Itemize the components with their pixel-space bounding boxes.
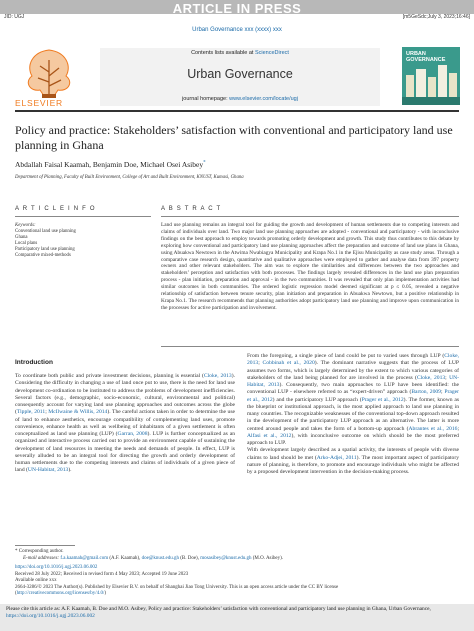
citation-link[interactable]: Tipple, 2011 <box>16 409 46 416</box>
body-text-run: ), with inconclusive outcome on which should be the most preferred approach to LUP. <box>247 432 459 446</box>
affiliation: Department of Planning, Faculty of Built Environment, College of Art and Built Environment, KNUST, Kumasi, Ghana <box>15 175 244 180</box>
citation-link[interactable]: Cobbinah et al., 2020 <box>262 360 315 367</box>
body-text-run: ). The most important aspect of participatory nature of planning, is therefore, to promote and encourage individuals who might be affected by a proposed development intervention in the decision-making process. <box>247 454 459 475</box>
email-link[interactable]: mosasibey@knust.edu.gh <box>200 555 252 561</box>
issn-license: 2664-3286/© 2023 The Author(s). Published by Elsevier B.V. on behalf of Shanghai Jiao Tong University. This is an open access article under the CC BY license <box>15 584 339 590</box>
body-text-run: ). <box>68 467 72 474</box>
doi-link[interactable]: https://doi.org/10.1016/j.ugj.2023.06.002 <box>15 565 98 570</box>
email-list <box>60 556 283 561</box>
citation-link[interactable]: Prager et al., 2012 <box>361 396 404 403</box>
keyword-item: Local plans <box>15 241 38 246</box>
journal-cover-thumbnail <box>402 47 460 105</box>
header-rule <box>15 110 459 112</box>
email-link[interactable]: f.a.kaamah@gmail.com <box>60 555 109 561</box>
cover-title: URBAN GOVERNANCE <box>406 51 446 63</box>
citation-link[interactable]: Abrantes et al., 2016 <box>408 425 458 432</box>
footnotes: * Corresponding author. E-mail addresses: f.a.kaamah@gmail.com (A.F. Kaamah), doe@knust.edu.gh (B. Doe), mosasibey@knust.edu.gh (M.O. Asibey). https://doi.org/10.1016/j.ugj.2023.06.002 Received 28 July 2022; Received in revised form 4 May 2023; Accepted 19 June 2023 Available online xxx 2664-3286/© 2023 The Author(s). Published by Elsevier B.V. on behalf of Shanghai Jiao Tong University. This is an open access article under the CC BY license (http://creativecommons.org/licenses/by/4.0/) <box>15 549 459 598</box>
citation-link[interactable]: Cloke, 2013 <box>203 373 232 379</box>
email-owner: (A.F. Kaamah), <box>108 555 142 561</box>
abstract-text: Land use planning remains an integral tool for guiding the growth and development of human settlements due to competing interests and claims of individuals over land. Two major land use planning approaches are adopted - conventional and participatory - with inconclusive findings on the best approach to employ towards promoting orderly development and growth. This study thus contributes to this debate by exploring how conventional and participatory land use planning approaches affect the preparation and outcome of land use plans in Ghana, using Abuakwa Newtown in the Atwima Nwabiagya Municipality and Krapa No.1 in the Ejisu Municipality as case study areas. Through a comparative case research design, quantitative and qualitative approaches were employed to gather and analyse data from 397 property owners and other relevant stakeholders. The aim was to explore the similarities and differences between the two approaches and stakeholders’ perception and satisfaction with both processes. The findings largely revealed differences in the land use plan preparation process - plan initiation, preparation and approval - in the two communities. It was revealed that only plan implementation activities had similar outcomes in both communities. The ordered logistic regression model deemed significant at p ≤ 0.05, revealed a negative relationship of satisfaction between tenure security, plan initiation and preparation in Abuakwa Newtown, but a positive relationship in Krapa No.1. The research recommends that planning authorities adopt participatory land use planning and improve upon communication in the processes for active participation and involvement. <box>161 222 459 311</box>
contents-line <box>100 50 380 56</box>
citation-link[interactable]: Cloke, 2013 <box>247 353 459 367</box>
citation-link[interactable]: Alfasi et al., 2012 <box>247 432 292 439</box>
article-info-heading: A R T I C L E I N F O <box>15 206 96 212</box>
abstract-rule-bottom <box>161 346 459 347</box>
manuscript-ref: [m5GeSdc;July 3, 2023;16:46] <box>402 14 470 20</box>
keywords-label: Keywords: <box>15 223 36 228</box>
article-title: Policy and practice: Stakeholders’ satisfaction with conventional and participatory land use planning in Ghana <box>15 123 453 152</box>
homepage-prefix: journal homepage: <box>182 96 230 102</box>
email-label: E-mail addresses: <box>23 555 61 561</box>
sciencedirect-link[interactable]: ScienceDirect <box>254 50 289 56</box>
license-link[interactable]: http://creativecommons.org/licenses/by/4.0/ <box>16 591 105 596</box>
article-info-rule <box>15 216 151 217</box>
citation-prefix: Please cite this article as: A.F. Kaamah, B. Doe and M.O. Asibey, Policy and practice: Stakeholders’ satisfaction with conventional and participatory land use planning in Ghana, Urban Governance, <box>6 606 431 612</box>
footnote-rule <box>15 545 75 546</box>
intro-right-paragraph-1 <box>247 353 459 447</box>
keyword-item: Participatory land use planning <box>15 247 75 252</box>
intro-right-paragraph-2 <box>247 447 459 476</box>
intro-left-column <box>15 373 235 475</box>
body-text-run: From the foregoing, a single piece of land could be put to varied uses through LUP ( <box>247 353 445 359</box>
body-text-run: ). LUP is further conceptualized as an organized and interactive process carried out to provide an environment capable of sustaining the development of land resources in meeting the needs and demands of people. In effect, LUP is severally alluded to be an integral tool for directing the growth and orderly development of human settlements due to the competing interests and claims of individuals of a given piece of land ( <box>15 431 235 474</box>
citation-text <box>6 606 468 620</box>
elsevier-tree-logo <box>18 46 80 102</box>
citation-link[interactable]: UN-Habitat, 2013 <box>27 467 69 474</box>
intro-right-column <box>247 353 459 476</box>
available-online: Available online xxx <box>15 578 57 583</box>
body-text-run: ). The former, known as the blueprint or institutional approach, is the most applied approach to land use planning in many countries. The recognizable weaknesses of the conventional top-down approach resulted in the development of the participatory LUP approach as an alternative. The latter is more centred around people and takes the form of a bottom-up approach ( <box>247 396 460 432</box>
body-text-run: ; <box>445 374 450 381</box>
journal-homepage-line <box>100 96 380 102</box>
citation-link[interactable]: Garran, 2008 <box>117 431 148 437</box>
body-text-run: With development largely described as a spatial activity, the interests of people with diverse claims to land should be met ( <box>247 447 459 461</box>
body-text-run: ; <box>457 425 459 432</box>
citation-link[interactable]: UN-Habitat, 2013 <box>247 374 460 388</box>
received-dates: Received 28 July 2022; Received in revised form 4 May 2023; Accepted 19 June 2023 <box>15 571 189 577</box>
body-text-run: ) and the participatory LUP approach ( <box>272 396 362 403</box>
author-list <box>15 160 206 169</box>
citation-link[interactable]: Cloke, 2013 <box>416 374 446 381</box>
abstract-rule-top <box>161 216 459 217</box>
body-text-run: ). Consequently, two main approaches to LUP have been identified: the conventional LUP - elsewhere referred to as “expert-driven” approach ( <box>247 382 459 396</box>
body-text-run: To coordinate both public and private investment decisions, planning is essential ( <box>15 373 204 379</box>
contents-prefix: Contents lists available at <box>191 50 255 56</box>
citation-doi-link[interactable]: https://doi.org/10.1016/j.ugj.2023.06.002 <box>6 613 95 619</box>
introduction-heading: Introduction <box>15 359 53 366</box>
citation-link[interactable]: Prager et al., 2012 <box>247 389 459 403</box>
article-in-press-banner <box>0 0 474 14</box>
body-text-run: ; <box>258 360 263 367</box>
body-text-run: ). Considering the difficulty in changing a use of land once put to use, there is the need for land use development co-ordination to be instituted to address the problems of development inefficiencies. Several factors (e.g., demographic, socio-economic, cultural, environmental and political) consequently account for varying land use planning approaches and outcomes across the globe ( <box>15 373 235 416</box>
banner-text: ARTICLE IN PRESS <box>172 1 302 16</box>
email-owner: (M.O. Asibey). <box>251 555 284 561</box>
body-text-run: ; <box>45 409 49 416</box>
email-link[interactable]: doe@knust.edu.gh <box>141 555 179 561</box>
journal-title: Urban Governance <box>187 67 293 81</box>
body-text-run: ). The dominant narrative suggests that the process of LUP assumes two forms, which is largely determined by the extent to which various categories of stakeholders of the land being planned for are involved in the process ( <box>247 360 459 381</box>
keyword-item: Ghana <box>15 235 28 240</box>
authors-text: Abdallah Faisal Kaamah, Benjamin Doe, Michael Osei Asibey <box>15 160 204 169</box>
journal-id: JID: UGJ <box>4 14 25 20</box>
corresponding-author-note: * Corresponding author. <box>15 549 64 554</box>
corresponding-author-mark[interactable]: * <box>203 160 206 166</box>
elsevier-wordmark: ELSEVIER <box>15 98 63 108</box>
citation-link[interactable]: Arko-Adjei, 2011 <box>316 454 357 461</box>
email-owner: (B. Doe), <box>178 555 201 561</box>
citation-link[interactable]: Barton, 2009 <box>411 389 441 396</box>
abstract-heading: A B S T R A C T <box>161 206 222 212</box>
journal-ref-link[interactable]: Urban Governance xxx (xxxx) xxx <box>192 27 282 33</box>
homepage-link[interactable]: www.elsevier.com/locate/ugj <box>229 96 298 102</box>
keyword-item: Conventional land use planning <box>15 229 76 234</box>
body-text-run: ). The careful actions taken in order to determine the use of land to enhance aesthetics, encourage compatibility of complementing land uses, promote convenience, enhance health as well as wellbeing of inhabitants of a given settlement is often conceptualized as land use planning (LUP) ( <box>15 409 236 437</box>
keyword-item: Comparative mixed-methods <box>15 253 71 258</box>
citation-link[interactable]: McIlwaine & Willis, 2014 <box>48 409 108 416</box>
body-text-run: ; <box>440 389 445 396</box>
